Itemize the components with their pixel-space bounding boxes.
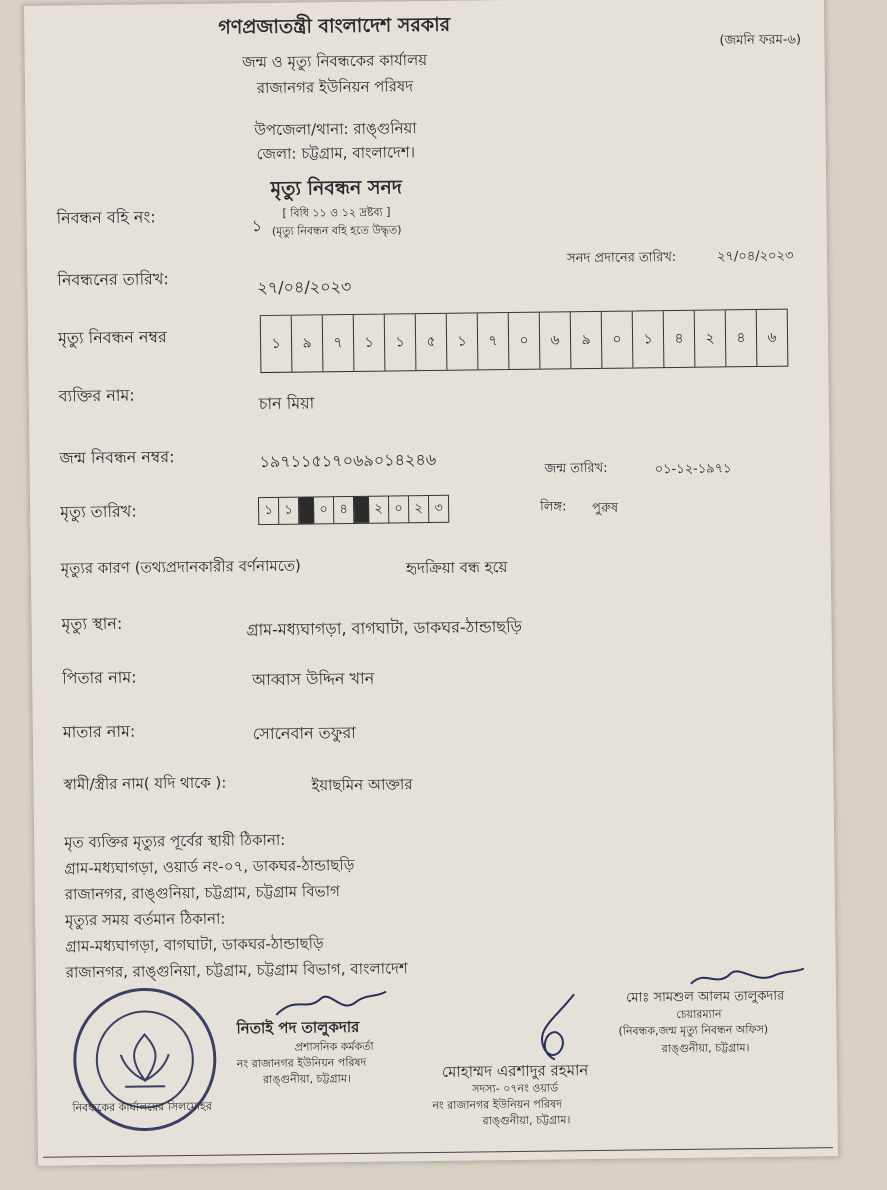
father-name-value: আব্বাস উদ্দিন খান [252, 668, 375, 690]
present-address-line-2: রাজানগর, রাঙ্গুনিয়া, চট্টগ্রাম, চট্টগ্রাম বিভাগ, বাংলাদেশ [65, 959, 408, 982]
death-registration-digit: ০ [509, 313, 541, 369]
member-name: মোহাম্মদ এরশাদুর রহমান [441, 1061, 589, 1081]
death-registration-digit: ২ [695, 310, 727, 366]
form-number: (জমনি ফরম-৬) [719, 32, 802, 49]
death-date-month-digit: ০ [314, 497, 334, 523]
person-name-label: ব্যক্তির নাম: [58, 385, 135, 406]
mother-name-value: সোনেবান তফুরা [252, 722, 356, 744]
government-title: গণপ্রজাতন্ত্রী বাংলাদেশ সরকার [218, 13, 451, 39]
spouse-name-value: ইয়াছমিন আক্তার [311, 775, 413, 795]
death-registration-digit: ৭ [478, 313, 510, 369]
father-name-label: পিতার নাম: [62, 667, 137, 688]
member-title: সদস্য- ০৭নং ওয়ার্ড [472, 1081, 559, 1096]
certificate-sheet [23, 0, 839, 1167]
present-address-line-1: গ্রাম-মধ্যঘাগড়া, বাগঘাটা, ডাকঘর-ঠান্ডাছড়ি [65, 934, 324, 956]
chairman-office: (নিবন্ধক,জন্ম মৃত্যু নিবন্ধন অফিস) [618, 1022, 769, 1038]
signature-icon [514, 989, 605, 1070]
registration-date-label: নিবন্ধনের তারিখ: [57, 269, 169, 290]
death-date-label: মৃত্যু তারিখ: [60, 501, 137, 522]
death-registration-digit: ৭ [323, 315, 355, 371]
permanent-address-line-2: রাজানগর, রাঙ্গুনিয়া, চট্টগ্রাম, চট্টগ্রাম বিভাগ [64, 882, 340, 904]
death-registration-digit: ৬ [540, 312, 572, 368]
permanent-address-line-1: গ্রাম-মধ্যঘাগড়া, ওয়ার্ড নং-০৭, ডাকঘর-ঠান্ডাছড়ি [64, 855, 355, 878]
union-council: রাজানগর ইউনিয়ন পরিষদ [256, 77, 414, 98]
death-registration-digit: ১ [385, 314, 417, 370]
chairman-place: রাঙ্গুনীয়া, চট্টগ্রাম। [661, 1041, 750, 1056]
death-date-year-digit: ২ [369, 497, 389, 523]
death-registration-digit: ১ [261, 316, 293, 372]
spouse-name-label: স্বামী/স্ত্রীর নাম( যদি থাকে ): [63, 773, 227, 794]
district-line: জেলা: চট্টগ্রাম, বাংলাদেশ। [256, 143, 416, 164]
birth-date-label: জন্ম তারিখ: [544, 460, 608, 477]
register-book-label: নিবন্ধন বহি নং: [56, 207, 156, 228]
secretary-title: প্রশাসনিক কর্মকর্তা [294, 1039, 374, 1054]
death-registration-digit: ৯ [571, 312, 603, 368]
rule-note: [ বিধি ১১ ও ১২ দ্রষ্টব্য ] [282, 205, 391, 220]
death-date-separator [299, 497, 314, 523]
death-registration-digit: ১ [633, 311, 665, 367]
member-place: রাঙ্গুনীয়া, চট্টগ্রাম। [482, 1113, 571, 1128]
death-date-year-digit: ০ [389, 496, 409, 522]
birth-date-value: ০১-১২-১৯৭১ [654, 461, 732, 478]
death-registration-digit: ৪ [664, 311, 696, 367]
death-registration-number-boxes [260, 309, 789, 373]
secretary-office: নং রাজানগর ইউনিয়ন পরিষদ [236, 1055, 367, 1071]
secretary-name: নিতাই পদ তালুকদার [236, 1017, 360, 1038]
death-date-day-digit: ১ [279, 498, 299, 524]
registrar-stamp-text: নিবন্ধকের কার্যালয়ের সিলমোহর [72, 1099, 212, 1115]
issue-date-value: ২৭/০৪/২০২৩ [716, 248, 794, 265]
chairman-title: চেয়ারম্যান [676, 1007, 722, 1022]
secretary-place: রাঙ্গুনীয়া, চট্টগ্রাম। [262, 1072, 351, 1087]
cause-value: হৃদক্রিয়া বন্ধ হয়ে [405, 558, 508, 578]
extract-note: (মৃত্যু নিবন্ধন বহি হতে উদ্ধৃত) [271, 223, 402, 238]
death-registration-digit: ১ [354, 315, 386, 371]
upazila-line: উপজেলা/থানা: রাঙ্গুনিয়া [254, 119, 417, 140]
death-place-label: মৃত্যু স্থান: [61, 613, 123, 634]
death-date-year-digit: ৩ [434, 500, 443, 516]
death-date-day-digit: ১ [259, 498, 279, 524]
death-registration-digit: ৫ [416, 314, 448, 370]
cause-label: মৃত্যুর কারণ (তথ্যপ্রদানকারীর বর্ণনামতে) [60, 556, 301, 578]
gender-value: পুরুষ [592, 500, 619, 517]
death-registration-digit: ৬ [767, 329, 777, 346]
death-date-boxes [258, 495, 449, 525]
issue-date-label: সনদ প্রদানের তারিখ: [566, 249, 677, 267]
page-title: মৃত্যু নিবন্ধন সনদ [270, 176, 402, 200]
mother-name-label: মাতার নাম: [62, 721, 136, 742]
office-name: জন্ম ও মৃত্যু নিবন্ধকের কার্যালয় [242, 51, 428, 72]
registration-date-value: ২৭/০৪/২০২৩ [257, 276, 352, 298]
present-address-label: মৃত্যুর সময় বর্তমান ঠিকানা: [65, 909, 226, 930]
permanent-address-label: মৃত ব্যক্তির মৃত্যুর পূর্বের স্থায়ী ঠিকানা: [64, 830, 286, 852]
death-date-year-digit: ২ [409, 496, 429, 522]
death-registration-digit: ১ [447, 313, 479, 369]
death-place-value: গ্রাম-মধ্যঘাগড়া, বাগঘাটা, ডাকঘর-ঠান্ডাছড়ি [246, 616, 523, 640]
member-office: নং রাজানগর ইউনিয়ন পরিষদ [432, 1097, 562, 1113]
death-date-separator [354, 497, 369, 523]
death-registration-digit: ৪ [726, 310, 758, 366]
death-date-month-digit: ৪ [334, 497, 354, 523]
gender-label: লিঙ্গ: [540, 499, 567, 515]
death-registration-digit: ৯ [292, 315, 324, 371]
birth-registration-label: জন্ম নিবন্ধন নম্বর: [59, 447, 175, 468]
register-book-value: ১ [251, 216, 263, 236]
birth-registration-value: ১৯৭১১৫১৭০৬৯০১৪২৪৬ [259, 449, 437, 472]
death-registration-number-label: মৃত্যু নিবন্ধন নম্বর [57, 327, 167, 348]
person-name-value: চান মিয়া [258, 393, 315, 414]
death-registration-digit: ০ [602, 312, 634, 368]
bottom-border [43, 1147, 833, 1158]
chairman-name: মোঃ সামশুল আলম তালুকদার [626, 988, 785, 1006]
